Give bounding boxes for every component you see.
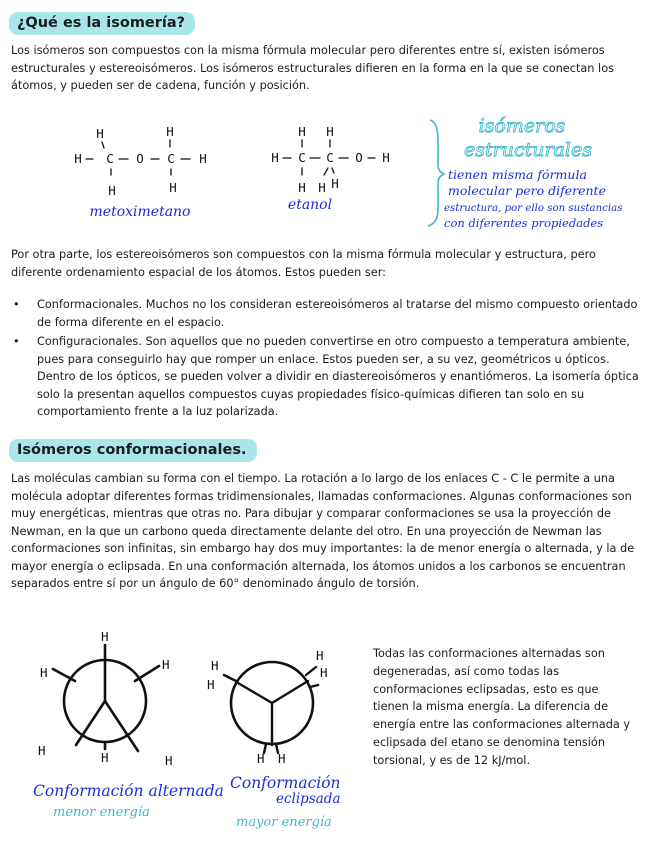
note-line1: tienen misma fórmula [448, 167, 587, 182]
atom-h: H [38, 743, 46, 758]
atom-h: H [74, 151, 82, 166]
isomeros-estructurales-note [420, 112, 646, 234]
stereoisomer-types-list [11, 296, 643, 423]
atom-h: H [257, 751, 265, 766]
note-title-line1: isómeros [478, 115, 566, 137]
atom-h: H [298, 180, 306, 195]
atom-h: H [271, 150, 279, 165]
brace-icon [428, 120, 444, 226]
atom-h: H [101, 629, 109, 644]
atom-c: C [298, 150, 306, 165]
note-line4: con diferentes propiedades [444, 216, 604, 230]
section-title-conformacionales: Isómeros conformacionales. [9, 439, 257, 462]
staggered-label: Conformación alternada [33, 782, 224, 800]
section-title-isomeria: ¿Qué es la isomería? [9, 12, 195, 35]
atom-h: H [318, 180, 326, 195]
atom-h: H [165, 753, 173, 768]
atom-h: H [169, 180, 177, 195]
conformations-paragraph: Las moléculas cambian su forma con el tiempo. La rotación a lo largo de los enlaces C - C le permite a una molécula adoptar diferentes formas tridimensionales, llamadas conformaciones. Algunas conformaciones son muy energéticas, mientras que otras no. Para dibujar y comparar conformaciones se usa la proyección de Newman, en la que un carbono queda directamente delante del otro. En una proyección de Newman las conformaciones son infinitas, sin embargo hay dos muy importantes: la de menor energía o alternada, y la de mayor energía o eclipsada. En una conformación alternada, los átomos unidos a los carbonos se encuentran separados entre sí por un ángulo de 60° denominado ángulo de torsión. [11, 472, 635, 590]
note-line3: estructura, por ello son sustancias [444, 203, 623, 214]
atom-h: H [298, 124, 306, 139]
list-item: • Configuracionales. Son aquellos que no pueden convertirse en otro compuesto a temperatura ambiente, pues para conseguirlo hay que romper un enlace. Estos pueden ser, a su vez, geométricos u ópticos. Dentro de los ópticos, se pueden volver a dividir en diastereoisómeros y enantiómeros. La isomería óptica solo la presentan aquellos compuestos cuyas propiedades físico-químicas difieren tan solo en su comportamiento frente a la luz polarizada. [11, 333, 643, 421]
atom-h: H [326, 124, 334, 139]
staggered-energy: menor energía [53, 805, 150, 820]
list-item: • Conformacionales. Muchos no los consideran estereoisómeros al tratarse del mismo compuesto orientado de forma diferente en el espacio. [11, 296, 643, 331]
atom-o: O [136, 151, 144, 166]
newman-staggered-diagram [25, 625, 225, 825]
metoximetano-structure [66, 122, 226, 222]
intro-paragraph: Los isómeros son compuestos con la misma fórmula molecular pero diferentes entre sí, existen isómeros estructurales y estereoisómeros. Los isómeros estructurales difieren en la forma en la que se conectan los átomos, y pueden ser de cadena, función y posición. [11, 44, 614, 92]
note-title-line2: estructurales [464, 139, 592, 161]
atom-h: H [331, 176, 339, 191]
atom-h: H [316, 648, 324, 663]
atom-h: H [162, 657, 170, 672]
eclipsed-label-line2: eclipsada [276, 791, 341, 807]
atom-h: H [108, 183, 116, 198]
etanol-structure [265, 122, 405, 222]
atom-c: C [167, 151, 175, 166]
atom-h: H [207, 677, 215, 692]
atom-h: H [211, 658, 219, 673]
metoximetano-label: metoximetano [89, 204, 191, 220]
eclipsed-energy: mayor energía [236, 815, 332, 830]
note-line2: molecular pero diferente [448, 183, 606, 198]
atom-h: H [96, 126, 104, 141]
atom-h: H [278, 751, 286, 766]
torsional-strain-paragraph: Todas las conformaciones alternadas son degeneradas, así como todas las conformaciones eclipsadas, esto es que tienen la misma energía. La diferencia de energía entre las conformaciones alternada y eclipsada del etano se denomina tensión torsional, y es de 12 kJ/mol. [373, 647, 631, 767]
eclipsed-label-line1: Conformación [230, 774, 341, 792]
atom-h: H [199, 151, 207, 166]
atom-o: O [355, 150, 363, 165]
newman-eclipsed-diagram [200, 645, 360, 840]
atom-c: C [326, 150, 334, 165]
atom-h: H [320, 665, 328, 680]
stereoisomers-paragraph: Por otra parte, los estereoisómeros son compuestos con la misma fórmula molecular y estructura, pero diferente ordenamiento espacial de los átomos. Estos pueden ser: [11, 248, 596, 279]
atom-h: H [101, 750, 109, 765]
atom-h: H [40, 665, 48, 680]
atom-h: H [166, 124, 174, 139]
atom-h: H [382, 150, 390, 165]
etanol-label: etanol [287, 197, 333, 213]
atom-c: C [106, 151, 114, 166]
